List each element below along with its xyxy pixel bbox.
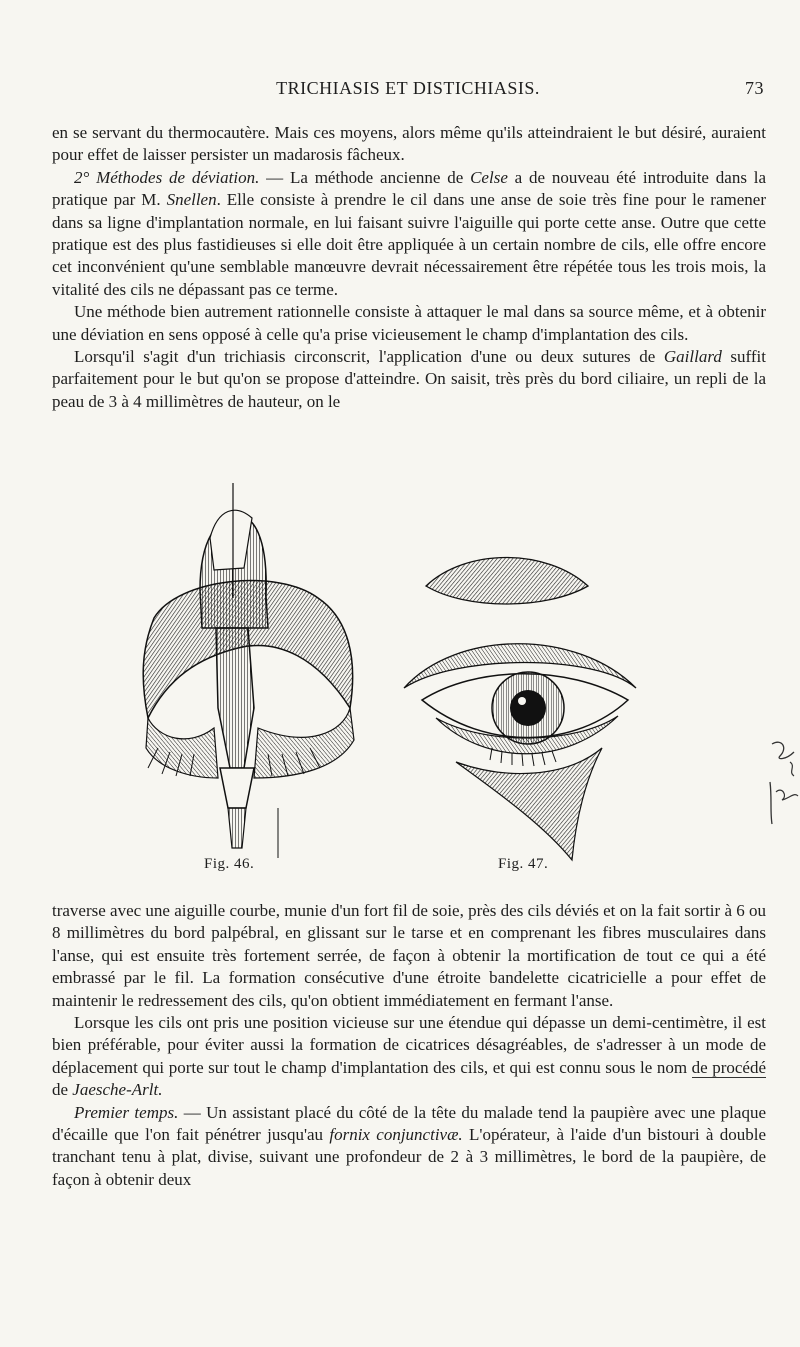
text-run: a de nouveau été introduite dans la pratique par M. [52,167,767,210]
figure-47-caption: Fig. 47. [498,856,549,872]
author-name: Gaillard [663,347,722,367]
author-name: Jaesche-Arlt. [72,1080,163,1100]
text-run: — Un assistant placé du côté de la tête du malade tend la paupière avec une plaque d'écaille que l'on fait pénétrer jusqu'au [52,1102,766,1145]
page-number: 73 [745,78,764,98]
author-name: Snellen [166,190,217,210]
text-run: . Elle consiste à prendre le cil dans une anse de soie très fine pour le ramener dans sa ligne d'implantation normale, en lui faisant suivre l'aiguille qui porte cette anse. Outre que cette pratique est des plus fastidieuses si elle doit être appliquée à un certain nombre de cils, elle offre encore cet inconvénient qu'une semblable manœuvre devrait nécessairement être répétée tous les trois mois, la vitalité des cils ne dépassant pas ce terme. [52,190,766,299]
figure-46-illustration [118,478,382,874]
section-label: 2° Méthodes de déviation. [74,167,260,187]
running-header [52,78,764,108]
underlined-text: de procédé [691,1057,767,1077]
paragraph [52,1012,766,1102]
text-block-lower [52,900,766,1191]
paragraph: traverse avec une aiguille courbe, munie d'un fort fil de soie, près des cils déviés et on la fait sortir à 6 ou 8 millimètres du bord palpébral, en glissant sur le tarse et en comprenant les fibres musculaires dans l'anse, qui est ensuite très fortement serrée, de façon à obtenir la mortification de tout ce qui a été embrassé par le fil. La formation consécutive d'une étroite bandelette cicatricielle a pour effet de maintenir le redressement des cils, qu'on obtient immédiatement en fermant l'anse. [52,901,766,1010]
text-block-upper [52,122,766,413]
text-run: — La méthode ancienne de [259,167,471,187]
handwritten-margin-note [768,738,800,828]
paragraph-methodes-deviation [52,167,766,301]
paragraph-premier-temps [52,1102,766,1192]
paragraph: en se servant du thermocautère. Mais ces moyens, alors même qu'ils atteindraient le but désiré, auraient pour effet de laisser persister un madarosis fâcheux. [52,123,766,165]
text-run: suffit parfaitement pour le but qu'on se propose d'atteindre. On saisit, très près du bord ciliaire, un repli de la peau de 3 à 4 millimètres de hauteur, on le [52,347,767,411]
text-run: Lorsqu'il s'agit d'un trichiasis circonscrit, l'application d'une ou deux sutures de [74,347,664,367]
latin-term: fornix conjunctivæ. [329,1125,463,1145]
text-run: L'opérateur, à l'aide d'un bistouri à double tranchant tenu à plat, divise, suivant une profondeur de 2 à 3 millimètres, le bord de la paupière, de façon à obtenir deux [52,1125,766,1189]
section-label: Premier temps. [74,1102,179,1122]
text-run: de [52,1080,73,1100]
figure-47-illustration [396,548,646,868]
author-name: Celse [470,167,508,187]
text-run: Lorsque les cils ont pris une position vicieuse sur une étendue qui dépasse un demi-centimètre, il est bien préférable, pour éviter aussi la formation de cicatrices désagréables, de s'adresser à un mode de déplacement qui porte sur tout le champ d'implantation des cils, et qui est connu sous le nom [52,1013,766,1077]
paragraph: Une méthode bien autrement rationnelle consiste à attaquer le mal dans sa source même, et à obtenir une déviation en sens opposé à celle qu'a prise vicieusement le champ d'implantation des cils. [52,302,766,344]
running-title: TRICHIASIS ET DISTICHIASIS. [276,78,540,98]
figure-46-caption: Fig. 46. [204,856,255,872]
paragraph [52,346,766,413]
